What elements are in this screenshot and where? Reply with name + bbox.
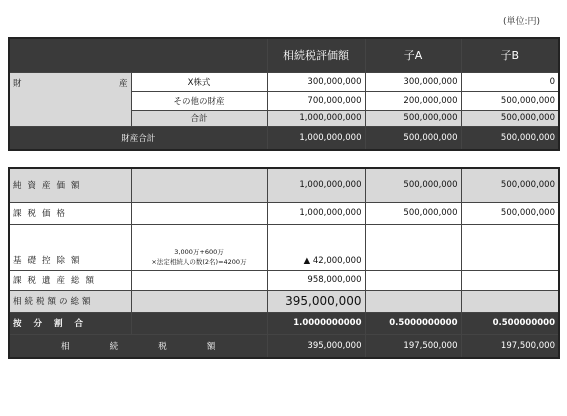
taxable-estate-value: 958,000,000 [267,270,365,290]
ratio-label: 按分割合 [9,312,131,334]
total-tax-child-a [365,290,461,312]
basic-deduction-child-a [365,224,461,270]
inheritance-tax-label-part-4: 額 [206,341,216,352]
asset-total-label: 財産合計 [9,126,267,150]
inheritance-tax-child-a: 197,500,000 [365,334,461,358]
asset-total-child-b: 500,000,000 [461,126,559,150]
net-assets-child-a: 500,000,000 [365,168,461,202]
basic-deduction-label: 基礎控除額 [9,224,131,270]
ratio-eval: 1.0000000000 [267,312,365,334]
other-child-b: 500,000,000 [461,91,559,110]
header-child-a: 子A [365,38,461,72]
asset-total-child-a: 500,000,000 [365,126,461,150]
inheritance-tax-child-b: 197,500,000 [461,334,559,358]
other-child-a: 200,000,000 [365,91,461,110]
asset-row-stock [9,72,559,91]
asset-total-eval: 1,000,000,000 [267,126,365,150]
inheritance-tax-label-part-3: 税 [158,341,167,352]
asset-total-row [9,126,559,150]
subtotal-child-b: 500,000,000 [461,110,559,126]
inheritance-tax-label-part-1: 相 [61,341,70,352]
taxable-estate-label: 課税遺産総額 [9,270,131,290]
total-tax-blank [131,290,267,312]
taxable-price-row [9,202,559,224]
stock-child-b: 0 [461,72,559,91]
net-assets-row [9,168,559,202]
taxable-price-label: 課税価格 [9,202,131,224]
stock-child-a: 300,000,000 [365,72,461,91]
asset-category-cell [9,72,131,126]
basic-deduction-note [131,224,267,270]
asset-label-stock: X株式 [131,72,267,91]
tax-table [8,167,560,359]
taxable-estate-blank [131,270,267,290]
header-eval: 相続税評価額 [267,38,365,72]
inheritance-tax-label [9,334,267,358]
taxable-estate-row [9,270,559,290]
ratio-blank [131,312,267,334]
total-tax-label: 相続税額の総額 [9,290,131,312]
net-assets-label: 純資産価額 [9,168,131,202]
net-assets-eval: 1,000,000,000 [267,168,365,202]
total-tax-value: 395,000,000 [267,290,365,312]
total-tax-row [9,290,559,312]
basic-deduction-note-line2: ×法定相続人の数(2名)=4200万 [151,257,247,266]
taxable-price-eval: 1,000,000,000 [267,202,365,224]
inheritance-tax-eval: 395,000,000 [267,334,365,358]
ratio-child-a: 0.5000000000 [365,312,461,334]
subtotal-child-a: 500,000,000 [365,110,461,126]
basic-deduction-value: ▲ 42,000,000 [267,224,365,270]
asset-category-left: 財 [13,78,22,89]
unit-label: (単位:円) [503,17,541,27]
inheritance-tax-label-part-2: 続 [109,341,119,352]
total-tax-child-b [461,290,559,312]
net-assets-child-b: 500,000,000 [461,168,559,202]
asset-table [8,37,560,151]
taxable-price-child-b: 500,000,000 [461,202,559,224]
header-child-b: 子B [461,38,559,72]
asset-header-row [9,38,559,72]
subtotal-eval: 1,000,000,000 [267,110,365,126]
basic-deduction-row [9,224,559,270]
asset-label-subtotal: 合計 [131,110,267,126]
taxable-estate-child-a [365,270,461,290]
ratio-row [9,312,559,334]
other-eval: 700,000,000 [267,91,365,110]
inheritance-tax-row [9,334,559,358]
stock-eval: 300,000,000 [267,72,365,91]
asset-label-other: その他の財産 [131,91,267,110]
asset-category-right: 産 [118,78,128,89]
basic-deduction-child-b [461,224,559,270]
ratio-child-b: 0.500000000 [461,312,559,334]
basic-deduction-note-line1: 3,000万+600万 [174,247,224,256]
taxable-price-child-a: 500,000,000 [365,202,461,224]
header-blank [9,38,267,72]
taxable-estate-child-b [461,270,559,290]
net-assets-blank [131,168,267,202]
taxable-price-blank [131,202,267,224]
